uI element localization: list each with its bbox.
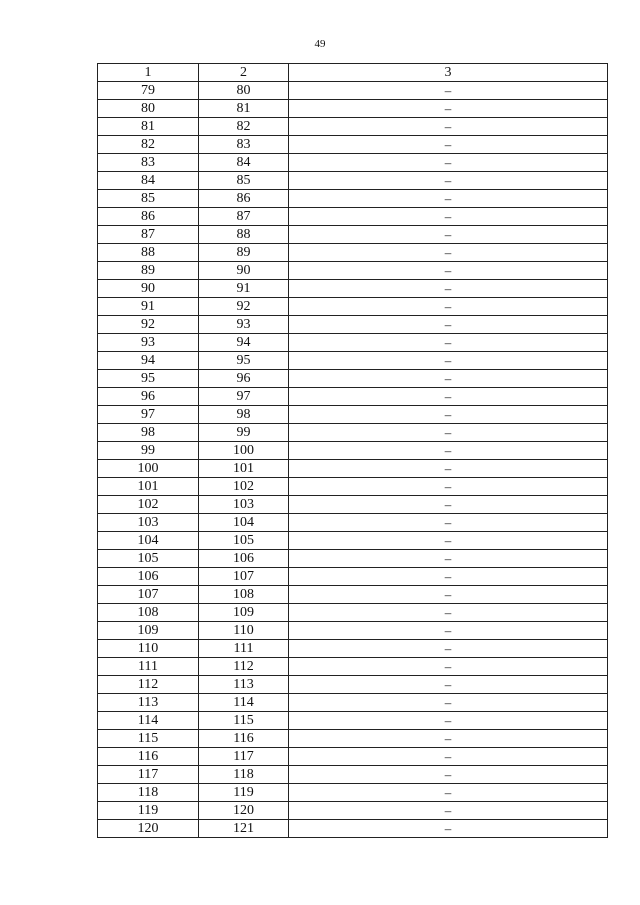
- table-cell-col-2: 88: [199, 226, 289, 244]
- table-cell-col-3: –: [289, 676, 608, 694]
- table-cell-col-2: 110: [199, 622, 289, 640]
- table-cell-col-1: 91: [98, 298, 199, 316]
- table-cell-col-2: 92: [199, 298, 289, 316]
- table-cell-col-3: –: [289, 658, 608, 676]
- table-row: [98, 550, 608, 568]
- table-cell-col-1: 117: [98, 766, 199, 784]
- table-cell-col-1: 102: [98, 496, 199, 514]
- table-row: [98, 802, 608, 820]
- table-cell-col-2: 111: [199, 640, 289, 658]
- table-cell-col-3: –: [289, 118, 608, 136]
- table-row: [98, 622, 608, 640]
- table-row: [98, 712, 608, 730]
- table-cell-col-1: 85: [98, 190, 199, 208]
- table-cell-col-3: –: [289, 172, 608, 190]
- table-cell-col-3: –: [289, 406, 608, 424]
- table-cell-col-3: –: [289, 280, 608, 298]
- table-row: [98, 208, 608, 226]
- table-cell-col-3: –: [289, 316, 608, 334]
- table-cell-col-1: 80: [98, 100, 199, 118]
- table-cell-col-2: 98: [199, 406, 289, 424]
- column-header-3: 3: [289, 64, 608, 82]
- table-cell-col-3: –: [289, 208, 608, 226]
- table-row: [98, 640, 608, 658]
- table-cell-col-1: 86: [98, 208, 199, 226]
- table-cell-col-3: –: [289, 694, 608, 712]
- table-cell-col-1: 104: [98, 532, 199, 550]
- table-row: [98, 766, 608, 784]
- table-cell-col-1: 114: [98, 712, 199, 730]
- page-number: 49: [314, 38, 326, 50]
- table-row: [98, 676, 608, 694]
- table-row: [98, 172, 608, 190]
- table-cell-col-3: –: [289, 100, 608, 118]
- table-row: [98, 118, 608, 136]
- table-header-row: [98, 64, 608, 82]
- column-header-2: 2: [199, 64, 289, 82]
- table-cell-col-2: 114: [199, 694, 289, 712]
- table-cell-col-2: 89: [199, 244, 289, 262]
- table-cell-col-1: 119: [98, 802, 199, 820]
- table-cell-col-2: 118: [199, 766, 289, 784]
- table-cell-col-1: 101: [98, 478, 199, 496]
- table-cell-col-2: 113: [199, 676, 289, 694]
- table-row: [98, 190, 608, 208]
- table-cell-col-2: 104: [199, 514, 289, 532]
- table-cell-col-2: 90: [199, 262, 289, 280]
- table-row: [98, 496, 608, 514]
- table-cell-col-3: –: [289, 766, 608, 784]
- table-cell-col-2: 83: [199, 136, 289, 154]
- table-row: [98, 748, 608, 766]
- table-cell-col-2: 95: [199, 352, 289, 370]
- table-row: [98, 136, 608, 154]
- table-row: [98, 388, 608, 406]
- table-cell-col-2: 105: [199, 532, 289, 550]
- table-cell-col-3: –: [289, 586, 608, 604]
- table-row: [98, 226, 608, 244]
- table-cell-col-2: 84: [199, 154, 289, 172]
- table-header: [98, 64, 608, 82]
- table-cell-col-1: 95: [98, 370, 199, 388]
- table-row: [98, 568, 608, 586]
- table-cell-col-3: –: [289, 784, 608, 802]
- table-cell-col-2: 94: [199, 334, 289, 352]
- table-cell-col-2: 121: [199, 820, 289, 838]
- table-cell-col-3: –: [289, 460, 608, 478]
- table-cell-col-3: –: [289, 604, 608, 622]
- table-row: [98, 154, 608, 172]
- table-cell-col-1: 118: [98, 784, 199, 802]
- table-cell-col-3: –: [289, 370, 608, 388]
- table-cell-col-3: –: [289, 352, 608, 370]
- table-cell-col-2: 108: [199, 586, 289, 604]
- table-cell-col-2: 93: [199, 316, 289, 334]
- table-row: [98, 604, 608, 622]
- table-row: [98, 316, 608, 334]
- table-cell-col-1: 109: [98, 622, 199, 640]
- table-cell-col-1: 120: [98, 820, 199, 838]
- table-cell-col-3: –: [289, 334, 608, 352]
- table-cell-col-1: 105: [98, 550, 199, 568]
- table-cell-col-3: –: [289, 730, 608, 748]
- table-cell-col-2: 107: [199, 568, 289, 586]
- table-cell-col-2: 115: [199, 712, 289, 730]
- table-cell-col-2: 80: [199, 82, 289, 100]
- table-cell-col-2: 87: [199, 208, 289, 226]
- table-row: [98, 460, 608, 478]
- table-cell-col-1: 98: [98, 424, 199, 442]
- table-cell-col-2: 109: [199, 604, 289, 622]
- table-row: [98, 244, 608, 262]
- table-cell-col-1: 94: [98, 352, 199, 370]
- table-cell-col-2: 82: [199, 118, 289, 136]
- table-cell-col-1: 89: [98, 262, 199, 280]
- table-cell-col-1: 100: [98, 460, 199, 478]
- table-row: [98, 478, 608, 496]
- table-row: [98, 334, 608, 352]
- table-row: [98, 298, 608, 316]
- table-cell-col-3: –: [289, 136, 608, 154]
- table-cell-col-2: 112: [199, 658, 289, 676]
- table-cell-col-2: 85: [199, 172, 289, 190]
- table-cell-col-3: –: [289, 568, 608, 586]
- table-row: [98, 586, 608, 604]
- table-row: [98, 532, 608, 550]
- table-cell-col-1: 110: [98, 640, 199, 658]
- table-cell-col-1: 103: [98, 514, 199, 532]
- table-cell-col-3: –: [289, 622, 608, 640]
- table-cell-col-2: 102: [199, 478, 289, 496]
- table-cell-col-1: 96: [98, 388, 199, 406]
- table-cell-col-3: –: [289, 388, 608, 406]
- table-cell-col-2: 81: [199, 100, 289, 118]
- table-row: [98, 442, 608, 460]
- table-row: [98, 280, 608, 298]
- table-cell-col-1: 87: [98, 226, 199, 244]
- table-cell-col-3: –: [289, 262, 608, 280]
- table-cell-col-2: 100: [199, 442, 289, 460]
- table-cell-col-1: 81: [98, 118, 199, 136]
- table-cell-col-1: 92: [98, 316, 199, 334]
- table-row: [98, 262, 608, 280]
- table-row: [98, 100, 608, 118]
- table-cell-col-3: –: [289, 190, 608, 208]
- table-row: [98, 730, 608, 748]
- table-cell-col-2: 91: [199, 280, 289, 298]
- table-row: [98, 784, 608, 802]
- table-row: [98, 352, 608, 370]
- table-cell-col-2: 116: [199, 730, 289, 748]
- table-cell-col-1: 108: [98, 604, 199, 622]
- table-cell-col-1: 79: [98, 82, 199, 100]
- table-row: [98, 370, 608, 388]
- table-cell-col-1: 115: [98, 730, 199, 748]
- table-cell-col-2: 119: [199, 784, 289, 802]
- table-cell-col-3: –: [289, 550, 608, 568]
- table-cell-col-2: 117: [199, 748, 289, 766]
- table-row: [98, 406, 608, 424]
- table-cell-col-3: –: [289, 226, 608, 244]
- table-cell-col-3: –: [289, 802, 608, 820]
- table-row: [98, 694, 608, 712]
- table-row: [98, 820, 608, 838]
- table-cell-col-3: –: [289, 496, 608, 514]
- table-cell-col-3: –: [289, 532, 608, 550]
- table-cell-col-2: 86: [199, 190, 289, 208]
- table-cell-col-1: 82: [98, 136, 199, 154]
- table-cell-col-1: 106: [98, 568, 199, 586]
- table-cell-col-1: 83: [98, 154, 199, 172]
- table-cell-col-3: –: [289, 154, 608, 172]
- table-row: [98, 82, 608, 100]
- table-cell-col-1: 97: [98, 406, 199, 424]
- table-cell-col-2: 106: [199, 550, 289, 568]
- table-cell-col-2: 96: [199, 370, 289, 388]
- table-cell-col-1: 111: [98, 658, 199, 676]
- column-header-1: 1: [98, 64, 199, 82]
- table-cell-col-2: 101: [199, 460, 289, 478]
- table-row: [98, 424, 608, 442]
- table-cell-col-3: –: [289, 478, 608, 496]
- table-cell-col-1: 90: [98, 280, 199, 298]
- table-row: [98, 514, 608, 532]
- table-cell-col-2: 103: [199, 496, 289, 514]
- table-body: [98, 82, 608, 838]
- table-cell-col-1: 113: [98, 694, 199, 712]
- table-cell-col-3: –: [289, 442, 608, 460]
- table-cell-col-3: –: [289, 298, 608, 316]
- table-cell-col-3: –: [289, 640, 608, 658]
- table-cell-col-1: 84: [98, 172, 199, 190]
- table-cell-col-3: –: [289, 748, 608, 766]
- table-cell-col-2: 120: [199, 802, 289, 820]
- table-cell-col-3: –: [289, 712, 608, 730]
- table-cell-col-2: 99: [199, 424, 289, 442]
- table-cell-col-2: 97: [199, 388, 289, 406]
- table-cell-col-1: 107: [98, 586, 199, 604]
- table-cell-col-1: 112: [98, 676, 199, 694]
- table-cell-col-1: 88: [98, 244, 199, 262]
- table-cell-col-3: –: [289, 820, 608, 838]
- table-cell-col-3: –: [289, 424, 608, 442]
- data-table: [97, 63, 608, 838]
- table-cell-col-1: 93: [98, 334, 199, 352]
- table-cell-col-1: 116: [98, 748, 199, 766]
- table-cell-col-3: –: [289, 82, 608, 100]
- table-cell-col-3: –: [289, 514, 608, 532]
- table-cell-col-3: –: [289, 244, 608, 262]
- table-row: [98, 658, 608, 676]
- table-cell-col-1: 99: [98, 442, 199, 460]
